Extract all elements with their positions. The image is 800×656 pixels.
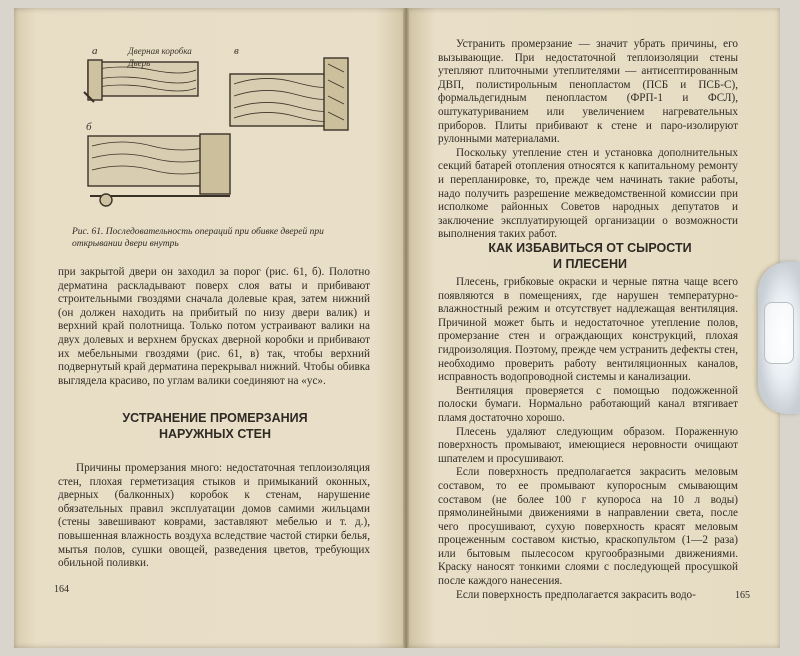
- page-number-left: 164: [54, 584, 69, 595]
- figure-label-b: б: [86, 121, 92, 133]
- left-paragraph-2-text: Причины промерзания много: недостаточная теплоизоляция стен, плохая герметизация стыков и примыканий оконных, дверных (балконных) коробок к стенам, нарушение обязательных правил эксплуатации домов самими жильцами (стены завешивают коврами, заставляют мебелью и т. д.), повышенная влажность воздуха вследствие частой стирки белья, мытья полов, сушки овощей, разведения цветов, требующих обильной поливки.: [58, 462, 370, 570]
- left-section-heading: [100, 410, 330, 442]
- right-paragraph-7: Если поверхность предполагается закрасить водо-: [456, 588, 696, 601]
- right-paragraph-4: Вентиляция проверяется с помощью подожженной полоски бумаги. Нормально работающий канал втягивает пламя достаточно хорошо.: [438, 384, 738, 424]
- right-section-heading: [480, 240, 700, 272]
- right-paragraph-5: Плесень удаляют следующим образом. Пораженную поверхность промывают, имеющиеся неровности очищают шпателем и просушивают.: [438, 425, 738, 465]
- right-heading-line-1: КАК ИЗБАВИТЬСЯ ОТ СЫРОСТИ: [488, 241, 692, 255]
- figure-label-v: в: [234, 45, 239, 57]
- right-paragraph-3: Плесень, грибковые окраски и черные пятна чаще всего появляются в помещениях, где нарушен температурно-влажностный режим и отсутствует надлежащая вентиляция. Причиной может быть и недостаточное утепление полов, промерзание стен и ограждающих конструкций, плохая гидроизоляция. Поэтому, прежде чем устранить дефекты стен, необходимо проверить работу вентиляционных каналов, исправность водопроводной системы и канализации.: [438, 276, 738, 384]
- right-paragraph-1: Устранить промерзание — значит убрать причины, его вызывающие. При недостаточной теплоизоляции стены утепляют плиточными утеплителями — антисептированным ДВП, полистирольным пенопластом (ПСБ и ПСБ-С), формальдегидным пенопластом (ФРП-1 и ФСЛ), оштукатуриванием или увеличением нагревательных приборов. Плиты прибивают к стене и паро-изолируют рулонными материалами.: [438, 38, 738, 146]
- page-clip: [758, 262, 800, 414]
- door-upholstery-figure: [70, 30, 370, 220]
- right-body-paragraphs: [438, 276, 738, 602]
- right-paragraph-2: Поскольку утепление стен и установка дополнительных секций батарей отопления относятся к капитальному ремонту и перепланировке, то, прежде чем начинать такие работы, надо получить разрешение межведомственной комиссии при исполкоме районных Советов народных депутатов и заключение эксплуатирующей организации о возможности выполнения таких работ.: [438, 146, 738, 241]
- page-number-right: 165: [735, 590, 750, 601]
- figure-label-a: а: [92, 45, 98, 57]
- right-heading-line-2: И ПЛЕСЕНИ: [553, 257, 627, 271]
- right-intro-paragraphs: [438, 38, 738, 242]
- book-spine: [403, 8, 409, 648]
- figure-caption: Рис. 61. Последовательность операций при обивке дверей при открывании двери внутрь: [72, 227, 324, 249]
- figure-text-door: Дверь: [128, 58, 151, 68]
- figure-text-door-frame: Дверная коробка: [128, 46, 192, 56]
- left-paragraph-1-text: при закрытой двери он заходил за порог (рис. 61, б). Полотно дерматина раскладывают поверх слоя ваты и прибивают строительными гвоздями сначала долевые края, затем нижний (он должен находить на прибитый по низу двери валик) и верхний край полотнища. Только потом устраивают валики на двух долевых и верхнем брусках дверной коробки и прибивают их мебельными гвоздями (рис. 61, в) так, чтобы верхний подвернутый край дерматина перекрывал нижний. Чтобы обивка выглядела красиво, по углам валики соединяют на «ус».: [58, 266, 370, 387]
- left-paragraph-1: [58, 266, 370, 388]
- left-heading-line-2: НАРУЖНЫХ СТЕН: [158, 427, 272, 441]
- left-paragraph-2: [58, 462, 370, 571]
- left-heading-line-1: УСТРАНЕНИЕ ПРОМЕРЗАНИЯ: [122, 411, 308, 425]
- right-paragraph-6: Если поверхность предполагается закрасить меловым составом, то ее промывают купоросным смывающим составом (не более 100 г купороса на 10 л воды) прямолинейными движениями в направлении света, после чего просушивают, сухую поверхность красят меловым процеженным составом кистью, краскопультом (1—2 раза) или бытовым пылесосом кругообразными движениями. Краску наносят тонкими слоями с последующей просушкой после каждого нанесения.: [438, 466, 738, 588]
